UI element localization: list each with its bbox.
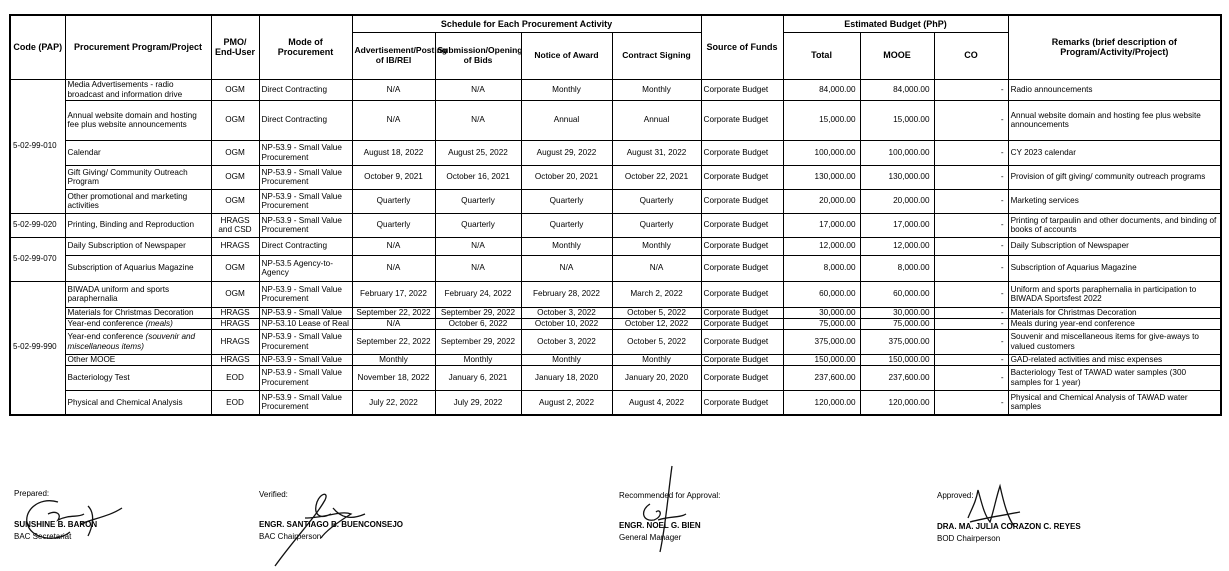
row-source-of-funds: Corporate Budget [701,281,783,307]
row-contract-signing: Quarterly [612,189,701,213]
row-pmo: HRAGS [211,354,259,365]
verified-label: Verified: [259,490,288,499]
row-contract-signing: Quarterly [612,213,701,237]
row-mooe: 84,000.00 [860,79,934,100]
header-total: Total [783,32,860,79]
row-contract-signing: August 4, 2022 [612,390,701,415]
table-row [10,237,1221,255]
row-mooe: 20,000.00 [860,189,934,213]
row-source-of-funds: Corporate Budget [701,213,783,237]
table-row [10,365,1221,390]
row-source-of-funds: Corporate Budget [701,165,783,189]
table-row [10,140,1221,165]
signatory-prepared [14,489,184,541]
row-pmo: HRAGS [211,318,259,329]
row-submission: January 6, 2021 [435,365,521,390]
row-remarks: CY 2023 calendar [1008,140,1221,165]
header-remarks: Remarks (brief description of Program/Activity/Project) [1008,15,1221,79]
row-mode: NP-53.10 Lease of Real [259,318,352,329]
row-pmo: OGM [211,165,259,189]
row-mooe: 8,000.00 [860,255,934,281]
row-program: Gift Giving/ Community Outreach Program [65,165,211,189]
prepared-position: BAC Secretariat [14,532,72,541]
table-row [10,189,1221,213]
row-source-of-funds: Corporate Budget [701,189,783,213]
row-co: - [934,79,1008,100]
approved-position: BOD Chairperson [937,534,1001,543]
row-contract-signing: January 20, 2020 [612,365,701,390]
row-submission: N/A [435,79,521,100]
row-co: - [934,365,1008,390]
row-mooe: 237,600.00 [860,365,934,390]
row-contract-signing: N/A [612,255,701,281]
row-submission: February 24, 2022 [435,281,521,307]
header-pmo: PMO/ End-User [211,15,259,79]
row-advertisement: July 22, 2022 [352,390,435,415]
row-mooe: 75,000.00 [860,318,934,329]
row-program: Year-end conference (meals) [65,318,211,329]
row-notice-of-award: Monthly [521,237,612,255]
row-program: Calendar [65,140,211,165]
row-program: Subscription of Aquarius Magazine [65,255,211,281]
row-notice-of-award: Annual [521,100,612,140]
table-row [10,79,1221,100]
row-code: 5-02-99-020 [10,213,65,237]
row-source-of-funds: Corporate Budget [701,318,783,329]
header-co: CO [934,32,1008,79]
row-co: - [934,255,1008,281]
row-program: Media Advertisements - radio broadcast and information drive [65,79,211,100]
row-mooe: 120,000.00 [860,390,934,415]
row-mode: Direct Contracting [259,100,352,140]
row-mooe: 12,000.00 [860,237,934,255]
row-remarks: Souvenir and miscellaneous items for give-aways to valued customers [1008,329,1221,354]
row-co: - [934,390,1008,415]
row-total: 130,000.00 [783,165,860,189]
row-mooe: 130,000.00 [860,165,934,189]
header-mooe: MOOE [860,32,934,79]
row-co: - [934,165,1008,189]
row-remarks: Daily Subscription of Newspaper [1008,237,1221,255]
row-co: - [934,237,1008,255]
row-program: Annual website domain and hosting fee plus website announcements [65,100,211,140]
header-contract-signing: Contract Signing [612,32,701,79]
table-row [10,165,1221,189]
row-mode: Direct Contracting [259,79,352,100]
recommended-position: General Manager [619,533,682,542]
row-program: Printing, Binding and Reproduction [65,213,211,237]
row-notice-of-award: Quarterly [521,213,612,237]
row-code: 5-02-99-070 [10,237,65,281]
row-mooe: 375,000.00 [860,329,934,354]
row-pmo: HRAGS [211,307,259,318]
approved-label: Approved: [937,491,974,500]
header-code: Code (PAP) [10,15,65,79]
row-submission: N/A [435,100,521,140]
row-total: 84,000.00 [783,79,860,100]
row-submission: July 29, 2022 [435,390,521,415]
row-notice-of-award: Quarterly [521,189,612,213]
header-funds: Source of Funds [701,15,783,79]
row-co: - [934,318,1008,329]
row-program: Year-end conference (souvenir and miscellaneous items) [65,329,211,354]
row-remarks: GAD-related activities and misc expenses [1008,354,1221,365]
row-mode: NP-53.9 - Small Value Procurement [259,165,352,189]
recommended-name: ENGR. NOEL G. BIEN [619,521,701,530]
row-pmo: EOD [211,365,259,390]
row-total: 120,000.00 [783,390,860,415]
row-program: BIWADA uniform and sports paraphernalia [65,281,211,307]
table-row [10,318,1221,329]
signatory-approved [937,491,1157,543]
row-mode: NP-53.9 - Small Value Procurement [259,189,352,213]
prepared-label: Prepared: [14,489,50,498]
row-remarks: Subscription of Aquarius Magazine [1008,255,1221,281]
row-mooe: 30,000.00 [860,307,934,318]
row-total: 75,000.00 [783,318,860,329]
row-mode: NP-53.5 Agency-to-Agency [259,255,352,281]
program-note: (souvenir and miscellaneous items) [67,332,196,351]
row-source-of-funds: Corporate Budget [701,329,783,354]
row-total: 15,000.00 [783,100,860,140]
header-submission: Submission/Opening of Bids [435,32,521,79]
row-code: 5-02-99-010 [10,79,65,213]
row-contract-signing: March 2, 2022 [612,281,701,307]
row-total: 375,000.00 [783,329,860,354]
row-notice-of-award: August 2, 2022 [521,390,612,415]
table-row [10,307,1221,318]
row-submission: Monthly [435,354,521,365]
row-contract-signing: October 5, 2022 [612,329,701,354]
row-remarks: Printing of tarpaulin and other documents, and binding of books of accounts [1008,213,1221,237]
prepared-name: SUNSHINE B. BARON [14,520,98,529]
row-total: 100,000.00 [783,140,860,165]
row-co: - [934,100,1008,140]
row-remarks: Uniform and sports paraphernalia in participation to BIWADA Sportsfest 2022 [1008,281,1221,307]
row-remarks: Provision of gift giving/ community outreach programs [1008,165,1221,189]
row-contract-signing: Monthly [612,354,701,365]
row-source-of-funds: Corporate Budget [701,307,783,318]
row-submission: September 29, 2022 [435,329,521,354]
row-program: Materials for Christmas Decoration [65,307,211,318]
header-mode: Mode of Procurement [259,15,352,79]
row-mode: NP-53.9 - Small Value [259,307,352,318]
table-body [10,79,1221,415]
row-source-of-funds: Corporate Budget [701,100,783,140]
row-co: - [934,213,1008,237]
row-total: 237,600.00 [783,365,860,390]
row-source-of-funds: Corporate Budget [701,140,783,165]
row-contract-signing: October 22, 2021 [612,165,701,189]
row-pmo: HRAGS [211,237,259,255]
row-notice-of-award: N/A [521,255,612,281]
table-row [10,281,1221,307]
row-contract-signing: October 5, 2022 [612,307,701,318]
row-advertisement: Quarterly [352,213,435,237]
row-source-of-funds: Corporate Budget [701,354,783,365]
row-submission: N/A [435,255,521,281]
verified-name: ENGR. SANTIAGO B. BUENCONSEJO [259,520,404,529]
row-total: 60,000.00 [783,281,860,307]
row-notice-of-award: February 28, 2022 [521,281,612,307]
row-total: 150,000.00 [783,354,860,365]
row-program: Other promotional and marketing activities [65,189,211,213]
row-notice-of-award: October 10, 2022 [521,318,612,329]
row-advertisement: November 18, 2022 [352,365,435,390]
row-remarks: Materials for Christmas Decoration [1008,307,1221,318]
row-advertisement: N/A [352,79,435,100]
row-submission: August 25, 2022 [435,140,521,165]
row-total: 30,000.00 [783,307,860,318]
row-pmo: OGM [211,281,259,307]
row-submission: Quarterly [435,189,521,213]
row-mode: NP-53.9 - Small Value Procurement [259,329,352,354]
row-mooe: 17,000.00 [860,213,934,237]
row-advertisement: September 22, 2022 [352,307,435,318]
row-advertisement: Quarterly [352,189,435,213]
row-mode: NP-53.9 - Small Value [259,354,352,365]
row-co: - [934,354,1008,365]
row-co: - [934,329,1008,354]
table-row [10,213,1221,237]
row-mode: NP-53.9 - Small Value Procurement [259,365,352,390]
row-code: 5-02-99-990 [10,281,65,415]
row-program: Bacteriology Test [65,365,211,390]
row-remarks: Bacteriology Test of TAWAD water samples (300 samples for 1 year) [1008,365,1221,390]
row-pmo: OGM [211,79,259,100]
row-mode: NP-53.9 - Small Value Procurement [259,281,352,307]
row-advertisement: August 18, 2022 [352,140,435,165]
recommended-label: Recommended for Approval: [619,491,721,500]
row-pmo: HRAGS and CSD [211,213,259,237]
signatory-recommended [619,491,819,542]
row-remarks: Radio announcements [1008,79,1221,100]
row-mooe: 15,000.00 [860,100,934,140]
verified-position: BAC Chairperson [259,532,322,541]
table-row [10,354,1221,365]
row-contract-signing: October 12, 2022 [612,318,701,329]
row-co: - [934,307,1008,318]
row-notice-of-award: October 20, 2021 [521,165,612,189]
header-budget: Estimated Budget (PhP) [783,15,1008,32]
row-contract-signing: Monthly [612,79,701,100]
row-advertisement: Monthly [352,354,435,365]
row-mooe: 150,000.00 [860,354,934,365]
row-program: Other MOOE [65,354,211,365]
row-mooe: 100,000.00 [860,140,934,165]
header-advertisement: Advertisement/Posting of IB/REI [352,32,435,79]
row-source-of-funds: Corporate Budget [701,365,783,390]
row-mode: NP-53.9 - Small Value Procurement [259,140,352,165]
row-co: - [934,281,1008,307]
row-submission: Quarterly [435,213,521,237]
row-submission: N/A [435,237,521,255]
row-advertisement: N/A [352,237,435,255]
row-remarks: Meals during year-end conference [1008,318,1221,329]
row-remarks: Annual website domain and hosting fee plus website announcements [1008,100,1221,140]
procurement-plan-table [9,14,1222,416]
row-contract-signing: August 31, 2022 [612,140,701,165]
row-notice-of-award: August 29, 2022 [521,140,612,165]
row-pmo: OGM [211,189,259,213]
row-contract-signing: Monthly [612,237,701,255]
row-co: - [934,189,1008,213]
table-row [10,329,1221,354]
row-source-of-funds: Corporate Budget [701,255,783,281]
row-advertisement: September 22, 2022 [352,329,435,354]
table-row [10,255,1221,281]
row-advertisement: N/A [352,100,435,140]
header-program: Procurement Program/Project [65,15,211,79]
row-submission: October 6, 2022 [435,318,521,329]
row-mode: Direct Contracting [259,237,352,255]
table-row [10,390,1221,415]
row-mode: NP-53.9 - Small Value Procurement [259,390,352,415]
row-submission: October 16, 2021 [435,165,521,189]
table-row [10,100,1221,140]
row-advertisement: N/A [352,255,435,281]
header-notice-of-award: Notice of Award [521,32,612,79]
row-contract-signing: Annual [612,100,701,140]
row-notice-of-award: January 18, 2020 [521,365,612,390]
signatory-verified [259,490,479,541]
row-source-of-funds: Corporate Budget [701,237,783,255]
row-notice-of-award: October 3, 2022 [521,329,612,354]
row-mooe: 60,000.00 [860,281,934,307]
approved-name: DRA. MA. JULIA CORAZON C. REYES [937,522,1081,531]
row-total: 17,000.00 [783,213,860,237]
row-source-of-funds: Corporate Budget [701,79,783,100]
row-notice-of-award: Monthly [521,354,612,365]
row-pmo: OGM [211,140,259,165]
row-advertisement: N/A [352,318,435,329]
row-advertisement: October 9, 2021 [352,165,435,189]
row-submission: September 29, 2022 [435,307,521,318]
row-co: - [934,140,1008,165]
row-notice-of-award: Monthly [521,79,612,100]
row-notice-of-award: October 3, 2022 [521,307,612,318]
row-pmo: OGM [211,255,259,281]
row-advertisement: February 17, 2022 [352,281,435,307]
row-program: Daily Subscription of Newspaper [65,237,211,255]
row-remarks: Marketing services [1008,189,1221,213]
row-mode: NP-53.9 - Small Value Procurement [259,213,352,237]
row-program: Physical and Chemical Analysis [65,390,211,415]
program-note: (meals) [145,318,173,328]
header-schedule: Schedule for Each Procurement Activity [352,15,701,32]
row-source-of-funds: Corporate Budget [701,390,783,415]
row-remarks: Physical and Chemical Analysis of TAWAD water samples [1008,390,1221,415]
row-pmo: EOD [211,390,259,415]
row-total: 8,000.00 [783,255,860,281]
row-total: 12,000.00 [783,237,860,255]
row-pmo: HRAGS [211,329,259,354]
row-total: 20,000.00 [783,189,860,213]
row-pmo: OGM [211,100,259,140]
